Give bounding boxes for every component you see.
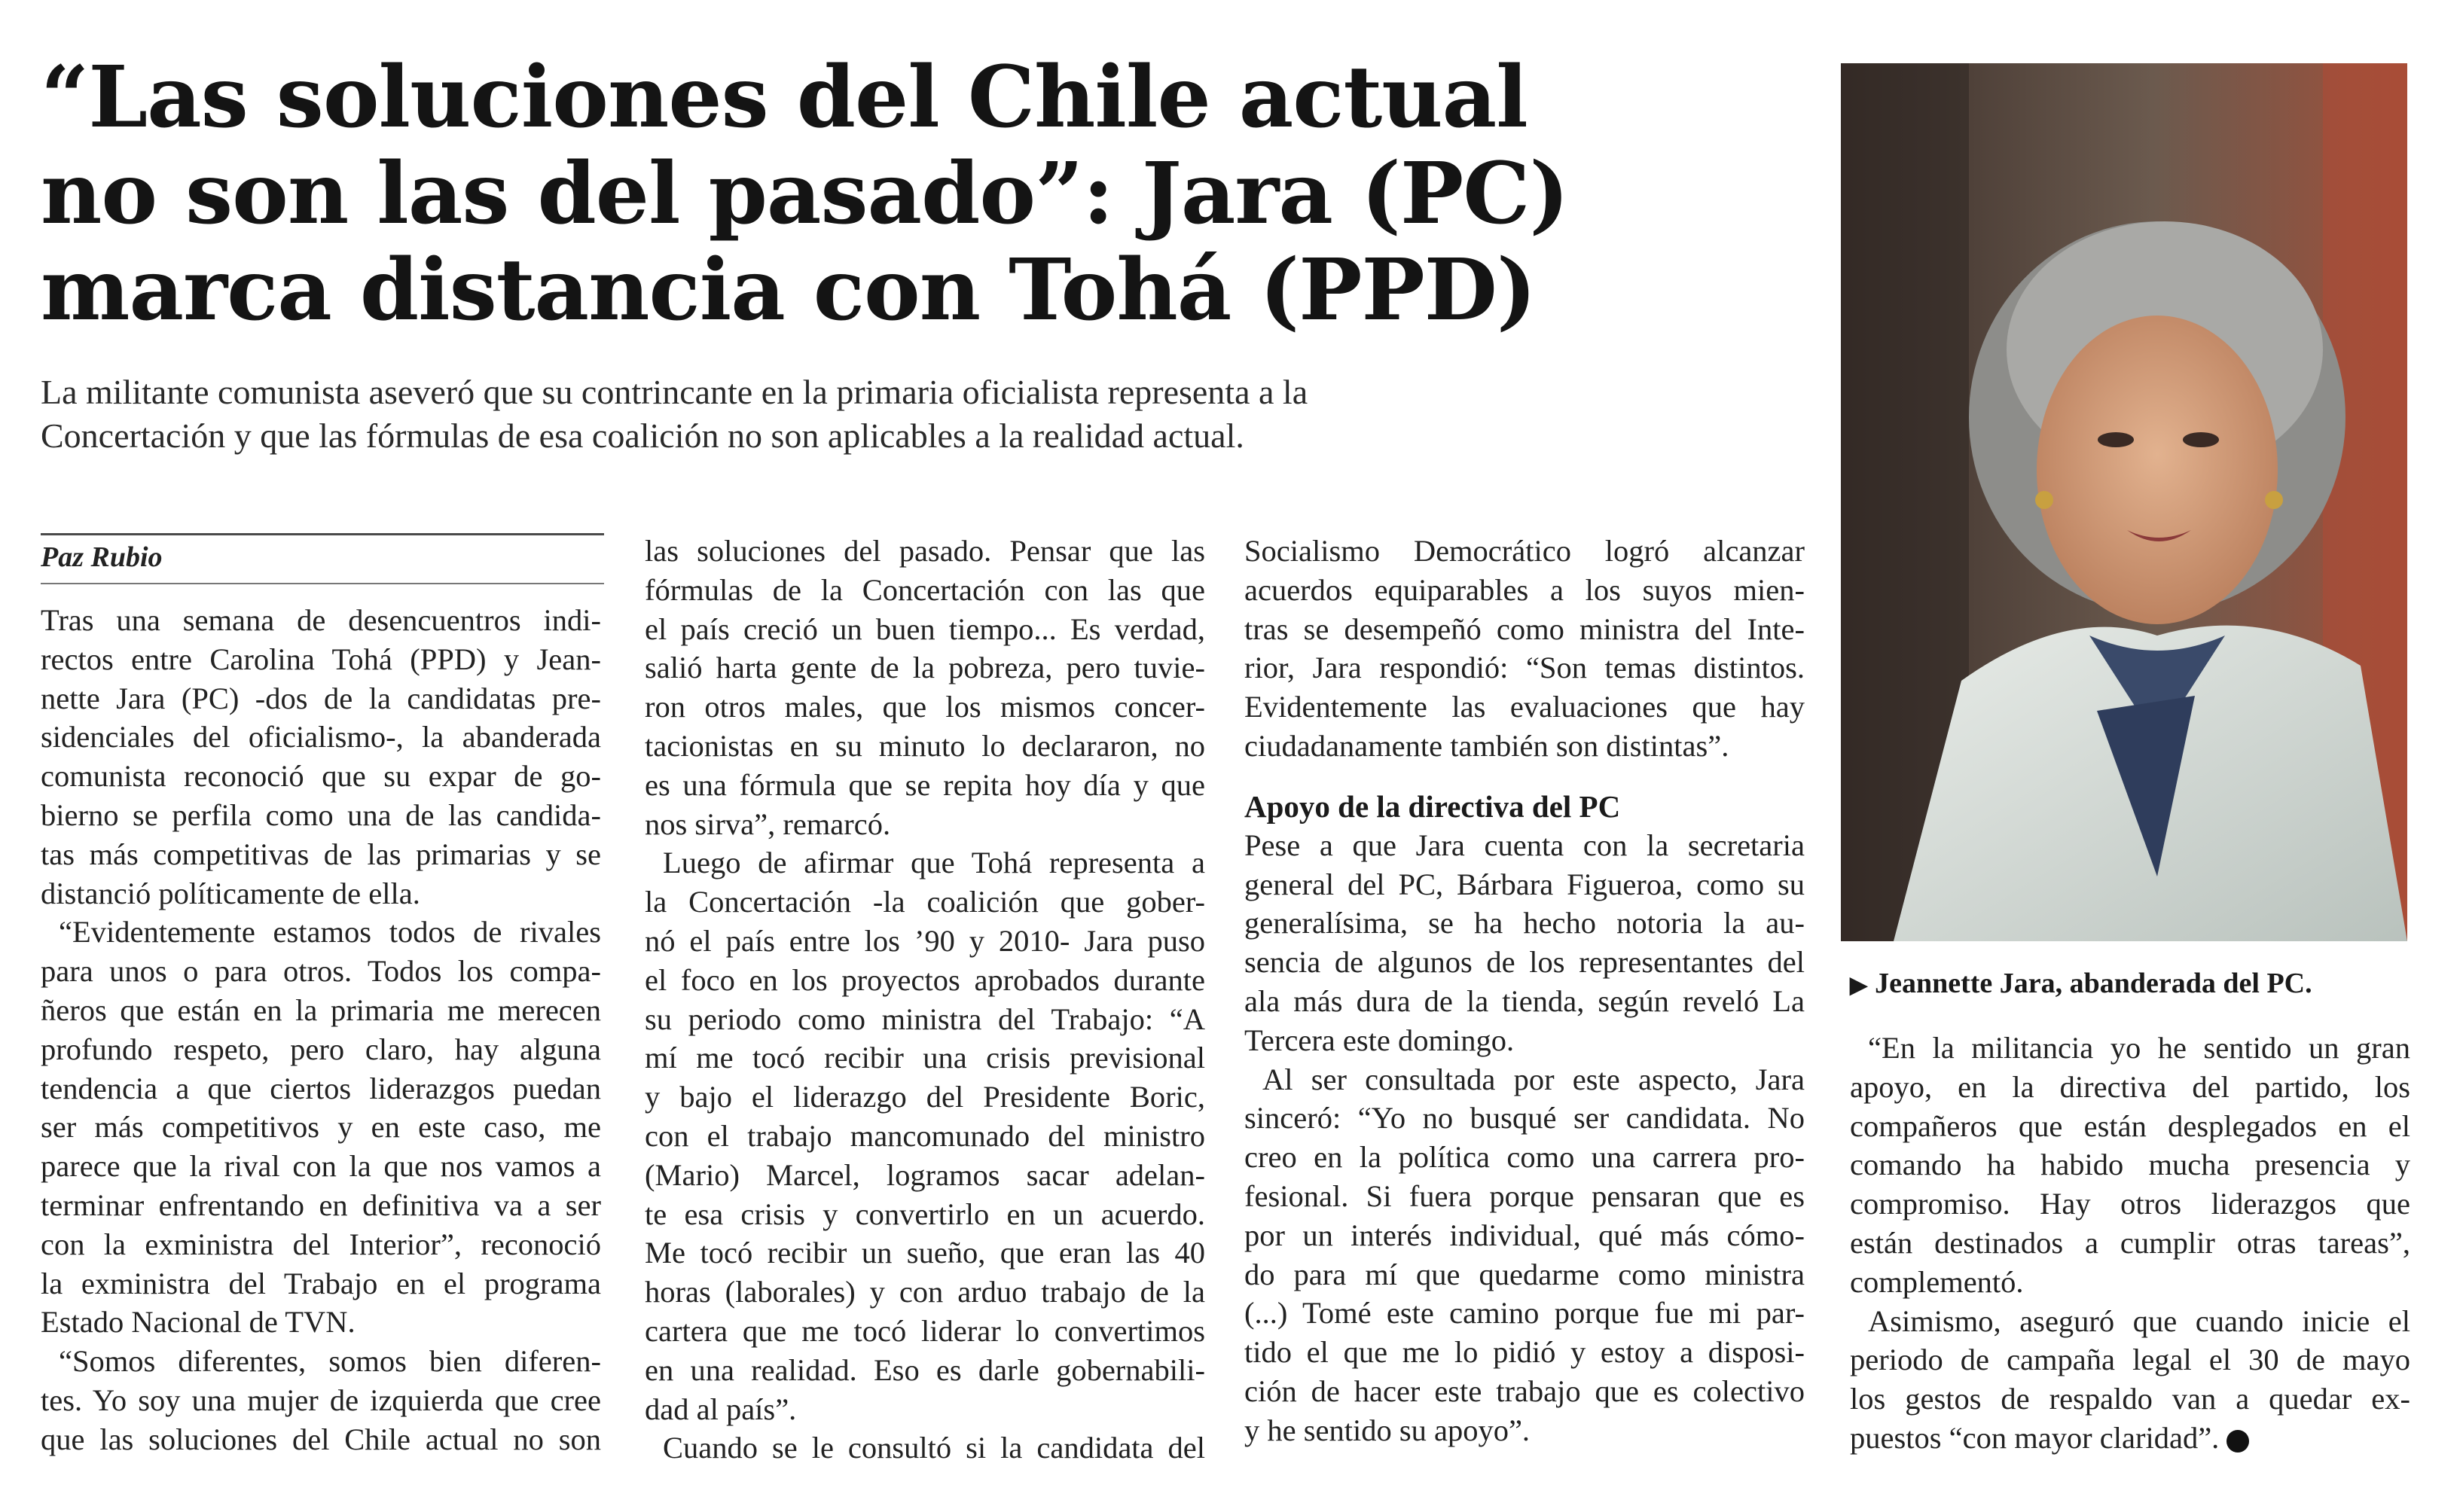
- text-line: fesional. Si fuera porque pensaran que es: [1244, 1178, 1805, 1213]
- text-line: Tercera este domingo.: [1244, 1023, 1515, 1057]
- text-line: tes. Yo soy una mujer de izquierda que cree: [41, 1382, 601, 1417]
- text-line: “En la militancia yo he sentido un gran: [1868, 1031, 2410, 1065]
- text-line: tendencia a que ciertos liderazgos puedan: [41, 1071, 601, 1105]
- text-line: sinceró: “Yo no busqué ser candidata. No: [1244, 1101, 1805, 1136]
- text-line: te esa crisis y convertirlo en un acuerdo.: [645, 1196, 1205, 1231]
- article-column-4: [1850, 1029, 2410, 1458]
- text-line: “Evidentemente estamos todos de rivales: [59, 915, 601, 950]
- text-line: comunista reconoció que su expar de go-: [41, 759, 601, 794]
- text-line: su periodo como ministra del Trabajo: “A: [645, 1001, 1205, 1036]
- text-line: ron otros males, que los mismos concer-: [645, 690, 1205, 724]
- text-line: nos sirva”, remarcó.: [645, 806, 891, 841]
- headline-line: “Las soluciones del Chile actual: [41, 48, 1528, 147]
- text-line: Cuando se le consultó si la candidata del: [663, 1431, 1205, 1465]
- text-line: nette Jara (PC) -dos de la candidatas pre-: [41, 681, 601, 715]
- text-line: sencia de algunos de los representantes del: [1244, 945, 1805, 980]
- text-line: ñeros que están en la primaria me merecen: [41, 992, 601, 1027]
- text-line: do para mí que quedarme como ministra: [1244, 1257, 1805, 1291]
- byline-top-rule: [41, 533, 604, 535]
- text-line: terminar enfrentando en definitiva va a ser: [41, 1187, 601, 1222]
- portrait-photo: [1841, 63, 2407, 941]
- text-line: ción de hacer este trabajo que es colectivo: [1244, 1373, 1805, 1408]
- text-line: Tras una semana de desencuentros indi-: [41, 603, 601, 637]
- text-line: fórmulas de la Concertación con las que: [645, 572, 1205, 607]
- text-line: periodo de campaña legal el 30 de mayo: [1850, 1343, 2410, 1377]
- text-line: la exministra del Trabajo en el programa: [41, 1266, 601, 1300]
- text-line: parece que la rival con la que nos vamos a: [41, 1149, 601, 1184]
- text-line: que las soluciones del Chile actual no son: [41, 1422, 601, 1456]
- text-line: rior, Jara respondió: “Son temas distintos.: [1244, 651, 1805, 685]
- text-line: compañeros que están desplegados en el: [1850, 1108, 2410, 1143]
- headline: [41, 50, 1773, 339]
- text-line: Me tocó recibir un sueño, que eran las 40: [645, 1236, 1205, 1270]
- text-line: salió harta gente de la pobreza, pero tuvie-: [645, 651, 1205, 685]
- text-line: Al ser consultada por este aspecto, Jara: [1262, 1062, 1805, 1096]
- text-line: Evidentemente las evaluaciones que hay: [1244, 690, 1805, 724]
- text-line: Socialismo Democrático logró alcanzar: [1244, 534, 1805, 568]
- text-line: “Somos diferentes, somos bien diferen-: [59, 1344, 601, 1379]
- text-line: horas (laborales) y con arduo trabajo de la: [645, 1275, 1205, 1309]
- column-3-text-b: [1244, 826, 1805, 1450]
- text-line: mí me tocó recibir una crisis previsional: [645, 1041, 1205, 1075]
- text-line: compromiso. Hay otros liderazgos que: [1850, 1187, 2410, 1221]
- text-line: rectos entre Carolina Tohá (PPD) y Jean-: [41, 642, 601, 676]
- text-line: apoyo, en la directiva del partido, los: [1850, 1069, 2410, 1104]
- text-line: acuerdos equiparables a los suyos mien-: [1244, 572, 1805, 607]
- text-line: la Concertación -la coalición que gober-: [645, 885, 1205, 919]
- text-line: las soluciones del pasado. Pensar que las: [645, 534, 1205, 568]
- text-line: complementó.: [1850, 1264, 2024, 1299]
- article-column-3: [1244, 532, 1805, 1450]
- text-line: tras se desempeñó como ministra del Inte-: [1244, 611, 1805, 646]
- byline: Paz Rubio: [41, 541, 163, 573]
- text-line: profundo respeto, pero claro, hay alguna: [41, 1032, 601, 1066]
- standfirst-line: La militante comunista aseveró que su contrincante en la primaria oficialista representa a la: [41, 373, 1308, 411]
- text-line: (...) Tomé este camino porque fue mi par-: [1244, 1296, 1805, 1331]
- text-line: el país creció un buen tiempo... Es verdad,: [645, 611, 1205, 646]
- text-line: y bajo el liderazgo del Presidente Boric,: [645, 1080, 1205, 1114]
- headline-line: marca distancia con Tohá (PPD): [41, 241, 1536, 340]
- text-line: Luego de afirmar que Tohá representa a: [663, 846, 1205, 880]
- text-line: tacionistas en su minuto lo declararon, no: [645, 728, 1205, 763]
- text-line: para unos o para otros. Todos los compa-: [41, 954, 601, 989]
- text-line: Asimismo, aseguró que cuando inicie el: [1868, 1303, 2410, 1338]
- text-line: por un interés individual, qué más cómo-: [1244, 1218, 1805, 1252]
- portrait-illustration: [1841, 63, 2407, 941]
- text-line: con la exministra del Interior”, reconoció: [41, 1227, 601, 1261]
- column-3-text-a: [1244, 532, 1805, 766]
- text-line: con el trabajo mancomunado del ministro: [645, 1118, 1205, 1153]
- text-line: cartera que me tocó liderar lo convertimos: [645, 1313, 1205, 1348]
- text-line: ciudadanamente también son distintas”.: [1244, 728, 1729, 763]
- byline-bottom-rule: [41, 583, 604, 584]
- text-line: están destinados a cumplir otras tareas”,: [1850, 1225, 2410, 1260]
- text-line: ser más competitivos y en este caso, me: [41, 1110, 601, 1145]
- standfirst-line: Concertación y que las fórmulas de esa coalición no son aplicables a la realidad actual.: [41, 416, 1244, 455]
- text-line: en una realidad. Eso es darle gobernabili-: [645, 1352, 1205, 1387]
- text-line: distanció políticamente de ella.: [41, 876, 420, 910]
- caption-text: Jeannette Jara, abanderada del PC.: [1875, 968, 2312, 999]
- text-line: los gestos de respaldo van a quedar ex-: [1850, 1382, 2410, 1416]
- text-line: y he sentido su apoyo”.: [1244, 1413, 1531, 1447]
- text-line: comando ha habido mucha presencia y: [1850, 1148, 2410, 1182]
- text-line: tido el que me lo pidió y estoy a disposi-: [1244, 1335, 1805, 1370]
- article-column-1: [41, 601, 601, 1459]
- text-line: el foco en los proyectos aprobados durante: [645, 962, 1205, 997]
- text-line: creo en la política como una carrera pro-: [1244, 1140, 1805, 1175]
- text-line: (Mario) Marcel, logramos sacar adelan-: [645, 1157, 1205, 1192]
- text-line: nó el país entre los ’90 y 2010- Jara puso: [645, 923, 1205, 958]
- standfirst: [41, 370, 1818, 458]
- text-line: bierno se perfila como una de las candida-: [41, 797, 601, 832]
- photo-caption: [1850, 965, 2407, 1004]
- text-line: general del PC, Bárbara Figueroa, como su: [1244, 867, 1805, 901]
- caption-triangle-icon: ▶: [1850, 973, 1868, 998]
- end-of-article-dot-icon: [2226, 1430, 2249, 1453]
- text-line: Estado Nacional de TVN.: [41, 1305, 356, 1340]
- headline-line: no son las del pasado”: Jara (PC): [41, 145, 1569, 243]
- text-line: dad al país”.: [645, 1392, 797, 1426]
- text-line: sidenciales del oficialismo-, la abanderada: [41, 720, 601, 754]
- text-line: ala más dura de la tienda, según reveló La: [1244, 983, 1805, 1018]
- section-subhead: Apoyo de la directiva del PC: [1244, 788, 1621, 824]
- text-line: puestos “con mayor claridad”.: [1850, 1419, 2410, 1458]
- text-line: generalísima, se ha hecho notoria la au-: [1244, 906, 1805, 940]
- text-line: es una fórmula que se repita hoy día y que: [645, 767, 1205, 802]
- text-line: Pese a que Jara cuenta con la secretaria: [1244, 828, 1805, 862]
- text-line: tas más competitivas de las primarias y se: [41, 837, 601, 871]
- article-column-2: [645, 532, 1205, 1468]
